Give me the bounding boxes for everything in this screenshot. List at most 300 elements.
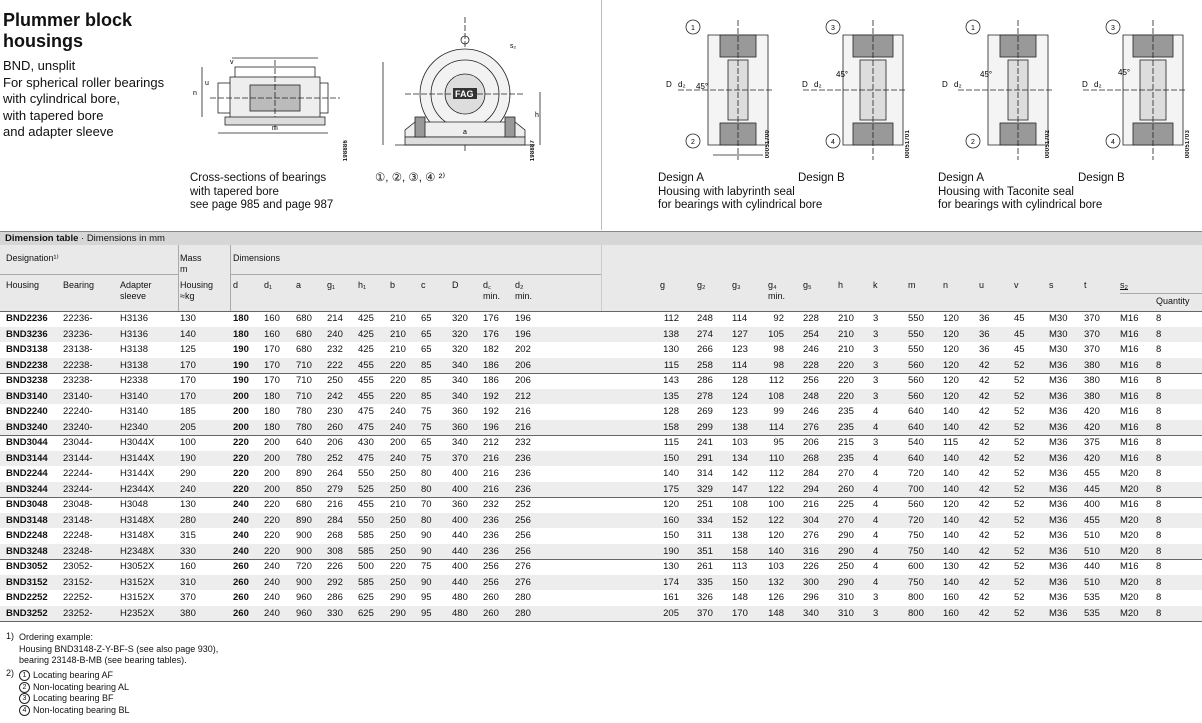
- table-cell: 400: [452, 514, 468, 526]
- table-cell: 260: [233, 561, 249, 572]
- table-cell: 535: [1084, 592, 1100, 603]
- table-cell: BND2240: [6, 406, 48, 417]
- table-cell: 276: [803, 421, 819, 433]
- table-cell: 113: [732, 561, 748, 572]
- table-cell: 160: [943, 592, 959, 603]
- table-cell: 256: [483, 576, 499, 588]
- design-b-labyrinth-drawing: [798, 15, 908, 165]
- table-cell: M20: [1120, 576, 1139, 588]
- table-cell: 311: [697, 530, 713, 541]
- table-cell: BND2238: [6, 359, 48, 371]
- table-cell: 65: [421, 344, 432, 355]
- table-cell: 140: [663, 468, 679, 479]
- label-D: D: [942, 80, 948, 89]
- header-s: s: [1049, 280, 1054, 290]
- table-cell: BND3244: [6, 483, 48, 495]
- table-cell: 226: [803, 561, 819, 572]
- table-cell: 158: [663, 421, 679, 433]
- table-cell: 270: [838, 468, 854, 479]
- table-cell: 246: [803, 344, 819, 355]
- table-cell: 240: [264, 592, 280, 603]
- table-cell: H2352X: [120, 607, 155, 619]
- table-cell: 170: [264, 359, 280, 371]
- table-cell: 455: [358, 359, 374, 371]
- table-cell: 210: [390, 313, 406, 324]
- table-cell: BND3248: [6, 545, 48, 557]
- table-cell: 85: [421, 375, 432, 386]
- table-cell: M36: [1049, 499, 1068, 510]
- table-cell: 425: [358, 344, 374, 355]
- table-cell: 130: [663, 344, 679, 355]
- table-cell: 455: [358, 499, 374, 510]
- table-cell: 45: [1014, 328, 1025, 340]
- footnote-item-text: Non-locating bearing AL: [33, 681, 130, 692]
- table-cell: 455: [358, 390, 374, 402]
- header-u: u: [979, 280, 985, 290]
- table-cell: 23148-: [63, 514, 93, 526]
- table-cell: 115: [663, 359, 679, 371]
- table-cell: 310: [180, 576, 196, 588]
- table-cell: 220: [233, 468, 249, 479]
- table-cell: 340: [452, 375, 468, 386]
- header-k: k: [873, 280, 878, 290]
- table-cell: 8: [1156, 530, 1162, 541]
- header-designation: Designation¹⁾: [6, 253, 59, 263]
- table-cell: 103: [768, 561, 784, 572]
- table-cell: 23236-: [63, 328, 93, 340]
- table-cell: 95: [421, 592, 432, 603]
- table-row: [0, 466, 1202, 482]
- table-cell: 440: [452, 530, 468, 541]
- table-cell: 196: [515, 328, 531, 340]
- table-cell: 240: [390, 406, 406, 417]
- table-cell: 140: [943, 530, 959, 541]
- table-cell: 228: [803, 359, 819, 371]
- table-cell: 3: [873, 359, 879, 371]
- table-cell: 132: [768, 576, 784, 588]
- table-cell: 260: [483, 592, 499, 603]
- table-cell: 200: [264, 452, 280, 464]
- table-cell: H3140: [120, 390, 148, 402]
- header-b: b: [390, 280, 396, 290]
- table-cell: BND2248: [6, 530, 48, 541]
- table-cell: H3140: [120, 406, 148, 417]
- table-cell: 425: [358, 328, 374, 340]
- label-D: D: [666, 80, 672, 89]
- table-cell: 256: [515, 514, 531, 526]
- table-cell: 125: [180, 344, 196, 355]
- table-cell: 236: [483, 530, 499, 541]
- table-cell: H3144X: [120, 452, 155, 464]
- table-cell: 370: [1084, 328, 1100, 340]
- label-circle-3: 3: [831, 25, 835, 32]
- table-cell: 300: [803, 576, 819, 588]
- table-cell: 710: [296, 375, 312, 386]
- table-cell: H3044X: [120, 437, 155, 448]
- table-cell: 232: [515, 437, 531, 448]
- table-cell: M16: [1120, 437, 1139, 448]
- table-cell: 42: [979, 607, 990, 619]
- table-cell: 235: [838, 452, 854, 464]
- table-cell: 256: [515, 530, 531, 541]
- table-cell: 65: [421, 328, 432, 340]
- table-cell: 235: [838, 421, 854, 433]
- table-cell: 128: [663, 406, 679, 417]
- table-cell: 380: [1084, 375, 1100, 386]
- table-cell: 261: [697, 561, 713, 572]
- table-cell: 8: [1156, 406, 1162, 417]
- table-cell: 290: [838, 530, 854, 541]
- table-cell: 585: [358, 576, 374, 588]
- table-cell: 115: [663, 437, 679, 448]
- table-cell: 170: [180, 375, 196, 386]
- table-cell: 455: [1084, 514, 1100, 526]
- table-cell: 140: [180, 328, 196, 340]
- circled-number-icon: 1: [19, 670, 30, 681]
- table-cell: 170: [180, 390, 196, 402]
- table-cell: H3148X: [120, 514, 155, 526]
- dimension-table-units: · Dimensions in mm: [78, 233, 165, 244]
- table-cell: 640: [296, 437, 312, 448]
- table-cell: 292: [327, 576, 343, 588]
- table-cell: 256: [515, 545, 531, 557]
- table-cell: 220: [233, 437, 249, 448]
- table-cell: 147: [732, 483, 748, 495]
- table-cell: 138: [732, 530, 748, 541]
- table-cell: M16: [1120, 375, 1139, 386]
- table-cell: M16: [1120, 328, 1139, 340]
- table-cell: 225: [838, 499, 854, 510]
- table-cell: 42: [979, 452, 990, 464]
- table-cell: 52: [1014, 375, 1025, 386]
- label-v: v: [230, 59, 234, 66]
- table-cell: 400: [452, 468, 468, 479]
- table-cell: 280: [515, 607, 531, 619]
- table-cell: 120: [943, 313, 959, 324]
- table-cell: 228: [803, 313, 819, 324]
- table-cell: 235: [838, 406, 854, 417]
- table-cell: 248: [697, 313, 713, 324]
- table-cell: 120: [943, 328, 959, 340]
- table-cell: 510: [1084, 530, 1100, 541]
- table-cell: 22248-: [63, 530, 93, 541]
- table-cell: M36: [1049, 375, 1068, 386]
- figure-id: 00051701: [905, 130, 911, 159]
- table-cell: 308: [327, 545, 343, 557]
- table-cell: 335: [697, 576, 713, 588]
- table-cell: 52: [1014, 452, 1025, 464]
- table-cell: BND3236: [6, 328, 48, 340]
- table-cell: 23152-: [63, 576, 93, 588]
- table-cell: 75: [421, 421, 432, 433]
- table-cell: 296: [803, 592, 819, 603]
- housing-front-view-drawing: [375, 12, 545, 162]
- table-row: [0, 606, 1202, 622]
- label-s2: s₂: [510, 43, 517, 50]
- table-cell: 8: [1156, 313, 1162, 324]
- table-cell: 123: [732, 406, 748, 417]
- table-cell: BND2244: [6, 468, 48, 479]
- table-cell: 206: [327, 437, 343, 448]
- table-cell: 140: [943, 468, 959, 479]
- table-cell: 200: [233, 406, 249, 417]
- table-cell: 780: [296, 421, 312, 433]
- table-cell: 135: [663, 390, 679, 402]
- table-cell: 85: [421, 359, 432, 371]
- header-g4: g₄ min.: [768, 280, 786, 301]
- table-cell: 475: [358, 421, 374, 433]
- table-cell: 240: [264, 561, 280, 572]
- table-cell: 170: [264, 375, 280, 386]
- table-cell: 640: [908, 452, 924, 464]
- header-v: v: [1014, 280, 1019, 290]
- table-cell: 274: [697, 328, 713, 340]
- table-cell: 42: [979, 359, 990, 371]
- table-cell: 315: [180, 530, 196, 541]
- row-group-divider: [0, 497, 1202, 498]
- table-cell: 3: [873, 375, 879, 386]
- table-cell: 284: [327, 514, 343, 526]
- table-cell: M36: [1049, 561, 1068, 572]
- table-header: [0, 245, 1202, 311]
- table-cell: 260: [327, 421, 343, 433]
- table-cell: 45: [1014, 344, 1025, 355]
- table-cell: 240: [327, 328, 343, 340]
- table-cell: 124: [732, 390, 748, 402]
- table-cell: 550: [908, 313, 924, 324]
- table-cell: 158: [732, 545, 748, 557]
- table-cell: 455: [1084, 468, 1100, 479]
- table-cell: 174: [663, 576, 679, 588]
- table-cell: 380: [1084, 359, 1100, 371]
- header-c: c: [421, 280, 426, 290]
- table-cell: 800: [908, 592, 924, 603]
- label-dz: d₂: [954, 80, 962, 89]
- header-mass: Mass m: [180, 253, 202, 274]
- table-cell: 600: [908, 561, 924, 572]
- table-cell: 251: [697, 499, 713, 510]
- table-cell: 254: [803, 328, 819, 340]
- table-cell: 560: [908, 359, 924, 371]
- table-cell: 250: [390, 468, 406, 479]
- table-cell: 4: [873, 468, 879, 479]
- table-cell: 370: [1084, 313, 1100, 324]
- table-cell: 800: [908, 607, 924, 619]
- table-cell: 8: [1156, 452, 1162, 464]
- table-row: [0, 528, 1202, 544]
- table-cell: 8: [1156, 499, 1162, 510]
- table-cell: H2344X: [120, 483, 155, 495]
- table-cell: BND3138: [6, 344, 48, 355]
- table-cell: 230: [327, 406, 343, 417]
- row-group-divider: [0, 373, 1202, 374]
- table-cell: 65: [421, 313, 432, 324]
- table-cell: 122: [768, 483, 784, 495]
- table-row: [0, 389, 1202, 405]
- table-cell: 680: [296, 344, 312, 355]
- table-cell: 42: [979, 514, 990, 526]
- table-cell: 90: [421, 576, 432, 588]
- table-cell: 560: [908, 499, 924, 510]
- table-cell: 260: [233, 607, 249, 619]
- table-cell: H3136: [120, 328, 148, 340]
- table-cell: H2338: [120, 375, 148, 386]
- housing-side-section-drawing: [190, 55, 350, 140]
- table-cell: 320: [452, 313, 468, 324]
- table-cell: 294: [803, 483, 819, 495]
- table-cell: 52: [1014, 514, 1025, 526]
- table-cell: 143: [663, 375, 679, 386]
- table-cell: 182: [483, 344, 499, 355]
- table-cell: 205: [180, 421, 196, 433]
- table-cell: M20: [1120, 468, 1139, 479]
- footnote-item-text: Locating bearing AF: [33, 670, 114, 680]
- table-cell: 8: [1156, 514, 1162, 526]
- table-cell: 65: [421, 437, 432, 448]
- table-cell: BND2236: [6, 313, 48, 324]
- table-cell: 455: [358, 375, 374, 386]
- table-cell: 475: [358, 406, 374, 417]
- table-cell: 160: [264, 328, 280, 340]
- table-cell: 110: [768, 452, 784, 464]
- table-cell: 890: [296, 514, 312, 526]
- table-cell: 326: [697, 592, 713, 603]
- table-cell: 248: [803, 390, 819, 402]
- table-cell: 134: [732, 452, 748, 464]
- table-cell: 36: [979, 328, 990, 340]
- table-cell: 280: [515, 592, 531, 603]
- table-cell: M16: [1120, 452, 1139, 464]
- table-cell: 180: [233, 313, 249, 324]
- table-cell: 120: [768, 530, 784, 541]
- table-cell: 216: [483, 468, 499, 479]
- table-cell: 52: [1014, 390, 1025, 402]
- table-cell: 420: [1084, 406, 1100, 417]
- table-cell: 525: [358, 483, 374, 495]
- table-cell: 22240-: [63, 406, 93, 417]
- table-cell: 240: [233, 499, 249, 510]
- table-cell: 114: [768, 421, 784, 433]
- table-cell: 540: [908, 437, 924, 448]
- table-cell: 138: [663, 328, 679, 340]
- table-cell: M36: [1049, 452, 1068, 464]
- footnote-item: [19, 682, 129, 694]
- table-cell: 23052-: [63, 561, 93, 572]
- table-cell: 320: [452, 344, 468, 355]
- label-circle-1: 1: [971, 25, 975, 32]
- table-cell: 280: [180, 514, 196, 526]
- header-g3: g₃: [732, 280, 741, 290]
- table-cell: 340: [452, 437, 468, 448]
- table-cell: 400: [1084, 499, 1100, 510]
- table-cell: 240: [390, 452, 406, 464]
- table-cell: 42: [979, 483, 990, 495]
- table-cell: 290: [390, 607, 406, 619]
- label-u: u: [205, 80, 209, 87]
- header-h1: h₁: [358, 280, 367, 290]
- table-row: [0, 358, 1202, 374]
- table-cell: H3144X: [120, 468, 155, 479]
- table-cell: 122: [768, 514, 784, 526]
- figure-caption: Cross-sections of bearings with tapered bore see page 985 and page 987: [190, 172, 334, 211]
- table-cell: 52: [1014, 499, 1025, 510]
- table-cell: 240: [264, 607, 280, 619]
- table-cell: 560: [908, 390, 924, 402]
- table-cell: 100: [768, 499, 784, 510]
- table-cell: 112: [663, 313, 679, 324]
- label-dz: d₂: [678, 80, 686, 89]
- footnote-item-text: Non-locating bearing BL: [33, 704, 130, 715]
- footnote-2-mark: 2): [6, 668, 15, 678]
- table-cell: 700: [908, 483, 924, 495]
- table-cell: 190: [233, 375, 249, 386]
- table-cell: 140: [943, 514, 959, 526]
- table-cell: 380: [1084, 390, 1100, 402]
- table-cell: 8: [1156, 437, 1162, 448]
- table-cell: 8: [1156, 390, 1162, 402]
- circled-number-icon: 2: [19, 682, 30, 693]
- table-cell: 290: [838, 545, 854, 557]
- table-cell: 23048-: [63, 499, 93, 510]
- table-cell: BND3048: [6, 499, 48, 510]
- table-cell: 250: [390, 576, 406, 588]
- table-cell: BND3052: [6, 561, 48, 572]
- table-cell: H3148X: [120, 530, 155, 541]
- table-cell: 80: [421, 514, 432, 526]
- table-cell: 180: [264, 390, 280, 402]
- table-cell: 160: [264, 313, 280, 324]
- table-cell: 310: [838, 607, 854, 619]
- table-cell: 120: [943, 390, 959, 402]
- header-dimensions: Dimensions: [233, 253, 281, 263]
- table-cell: 222: [327, 359, 343, 371]
- table-cell: 220: [390, 390, 406, 402]
- table-cell: M20: [1120, 592, 1139, 603]
- table-cell: 252: [515, 499, 531, 510]
- table-cell: 176: [483, 313, 499, 324]
- table-cell: 206: [803, 437, 819, 448]
- table-cell: 140: [768, 545, 784, 557]
- table-cell: M20: [1120, 607, 1139, 619]
- table-cell: 240: [233, 530, 249, 541]
- table-cell: 80: [421, 468, 432, 479]
- table-cell: 202: [515, 344, 531, 355]
- footnote-item-text: Locating bearing BF: [33, 693, 114, 703]
- table-cell: 120: [943, 375, 959, 386]
- table-cell: 284: [803, 468, 819, 479]
- table-cell: 720: [908, 468, 924, 479]
- table-cell: 900: [296, 576, 312, 588]
- table-cell: 276: [515, 576, 531, 588]
- table-cell: 585: [358, 530, 374, 541]
- table-cell: 550: [908, 328, 924, 340]
- table-cell: H3052X: [120, 561, 155, 572]
- table-cell: 269: [697, 406, 713, 417]
- table-bottom-rule: [0, 621, 1202, 622]
- table-cell: H2348X: [120, 545, 155, 557]
- table-cell: 560: [908, 375, 924, 386]
- table-row: [0, 575, 1202, 591]
- table-cell: 212: [515, 390, 531, 402]
- table-cell: 256: [803, 375, 819, 386]
- figure-id: 00051702: [1045, 130, 1051, 159]
- table-cell: M20: [1120, 530, 1139, 541]
- figure-caption: ①, ②, ③, ④ ²⁾: [375, 172, 446, 184]
- table-cell: 52: [1014, 421, 1025, 433]
- table-cell: 190: [233, 359, 249, 371]
- table-row: [0, 373, 1202, 389]
- table-cell: 256: [483, 561, 499, 572]
